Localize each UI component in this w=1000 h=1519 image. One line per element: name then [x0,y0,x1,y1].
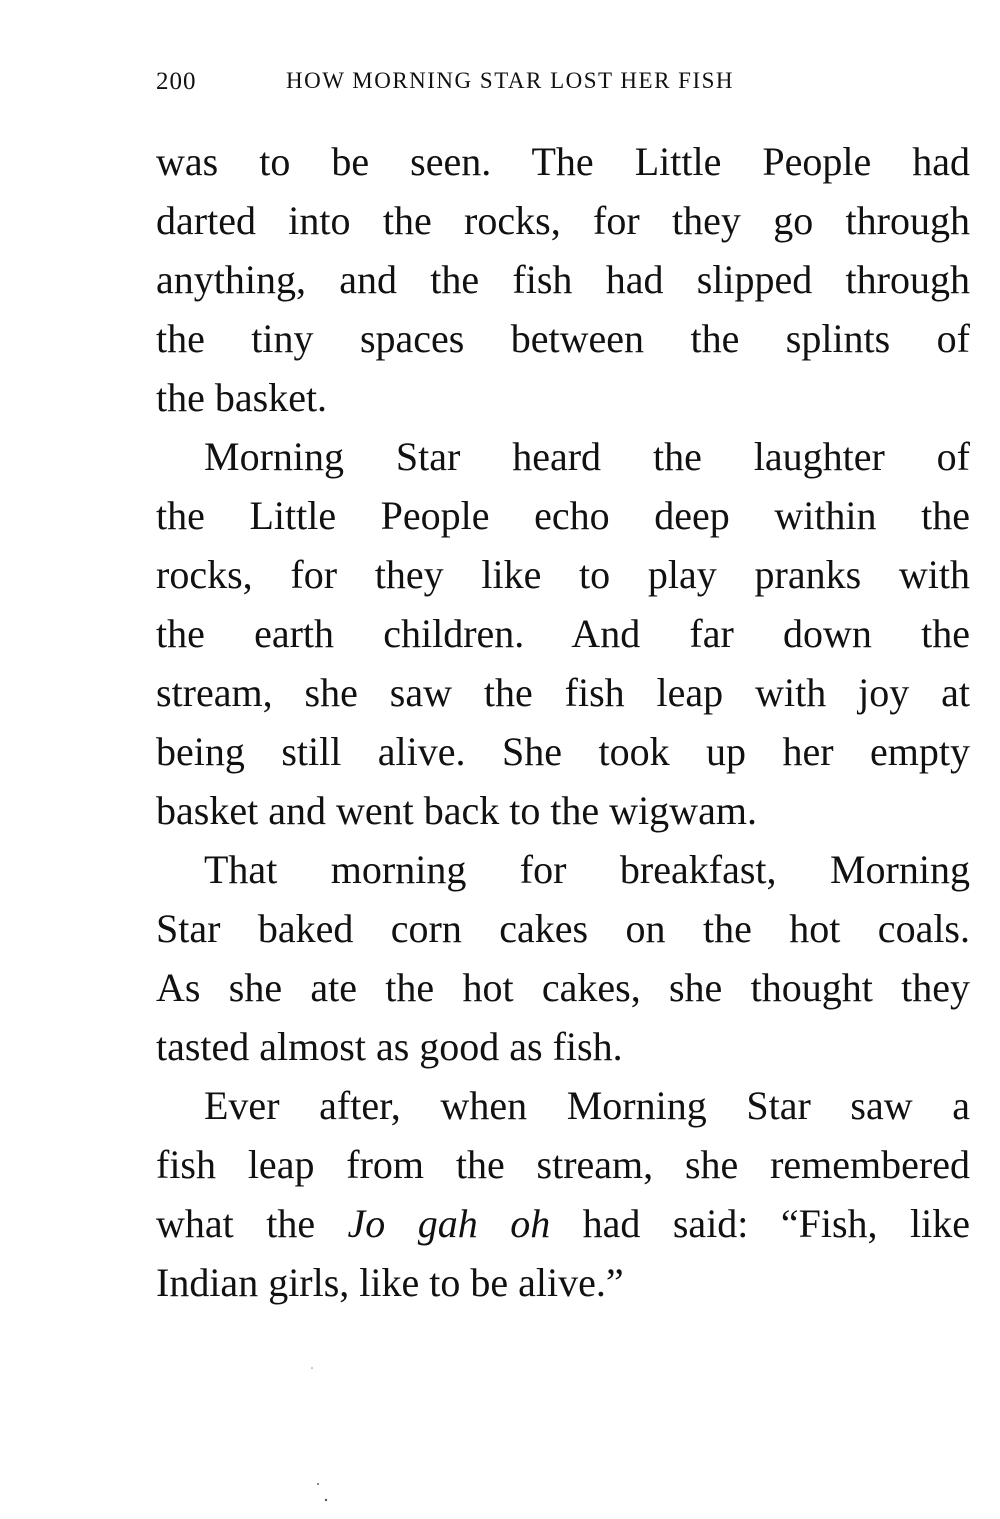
text-line: the tiny spaces between the splints of [156,316,970,361]
scan-specks [300,1360,360,1510]
text-line: basket and went back to the wigwam. [156,788,757,833]
text-line: fish leap from the stream, she remembered [156,1142,970,1187]
text-line: Star baked corn cakes on the hot coals. [156,906,970,951]
text-line: rocks, for they like to play pranks with [156,552,970,597]
text-line: As she ate the hot cakes, she thought they [156,965,970,1010]
text-line: the earth children. And far down the [156,611,970,656]
text-line: Indian girls, like to be alive.” [156,1260,624,1305]
text-line: was to be seen. The Little People had [156,139,970,184]
text-line: being still alive. She took up her empty [156,729,970,774]
text-line-with-italic [156,1194,970,1253]
text-line: Ever after, when Morning Star saw a [204,1083,970,1128]
text-line: darted into the rocks, for they go through [156,198,970,243]
text-line: the basket. [156,375,328,420]
running-header [156,68,846,102]
text-line: the Little People echo deep within the [156,493,970,538]
text-line: stream, she saw the fish leap with joy at [156,670,970,715]
text-segment: what the [156,1201,348,1246]
text-line: Morning Star heard the laughter of [204,434,970,479]
italic-term: Jo gah oh [347,1201,551,1246]
text-line: anything, and the fish had slipped through [156,257,970,302]
text-segment: had said: “Fish, like [550,1201,970,1246]
text-line: That morning for breakfast, Morning [204,847,970,892]
text-line: tasted almost as good as fish. [156,1024,623,1069]
page-number: 200 [156,68,197,95]
running-title: HOW MORNING STAR LOST HER FISH [286,68,735,93]
body-text [156,132,970,1312]
